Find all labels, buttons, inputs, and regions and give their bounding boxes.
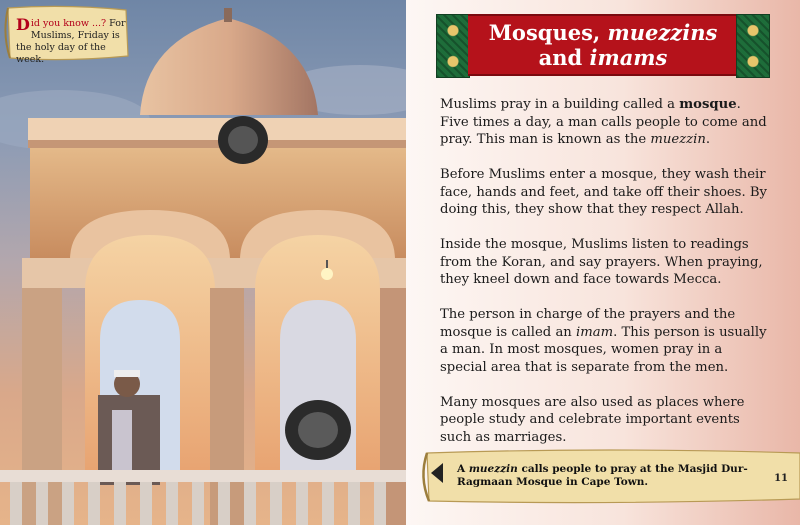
title-line1-plain: Mosques, [488, 20, 608, 45]
paragraph: Before Muslims enter a mosque, they wash their face, hands and feet, and take off their shoes. By doing this, they show that they respect Allah. [440, 167, 767, 217]
islamic-pattern-icon [436, 14, 470, 78]
title-line1-italic: muezzins [607, 20, 718, 45]
did-you-know-heading: id you know ...? [30, 18, 107, 29]
paragraph: Inside the mosque, Muslims listen to readings from the Koran, and say prayers. When praying, they kneel down and face towards Mecca. [440, 237, 763, 287]
page-title [436, 14, 770, 76]
did-you-know-box [2, 4, 132, 64]
title-line2-plain: and [538, 45, 590, 70]
drop-cap: D [16, 15, 30, 34]
page-number: 11 [774, 473, 788, 484]
paragraph: Muslims pray in a building called a mosque. Five times a day, a man calls people to come and pray. This man is known as the muezzin. [440, 97, 767, 147]
arrow-left-icon [431, 463, 443, 483]
paragraph: Many mosques are also used as places where people study and celebrate important events such as marriages. [440, 394, 745, 445]
body-text [440, 96, 770, 464]
paragraph: The person in charge of the prayers and the mosque is called an imam. This person is usually a man. In most mosques, women pray in a special area that is separate from the men. [440, 307, 767, 375]
islamic-pattern-icon [736, 14, 770, 78]
photo-caption: A muezzin calls people to pray at the Masjid Dur-Ragmaan Mosque in Cape Town. 11 [417, 445, 800, 507]
title-line2-italic: imams [589, 45, 668, 70]
did-you-know-body: For Muslims, Friday is the holy day of the week. [16, 18, 126, 65]
